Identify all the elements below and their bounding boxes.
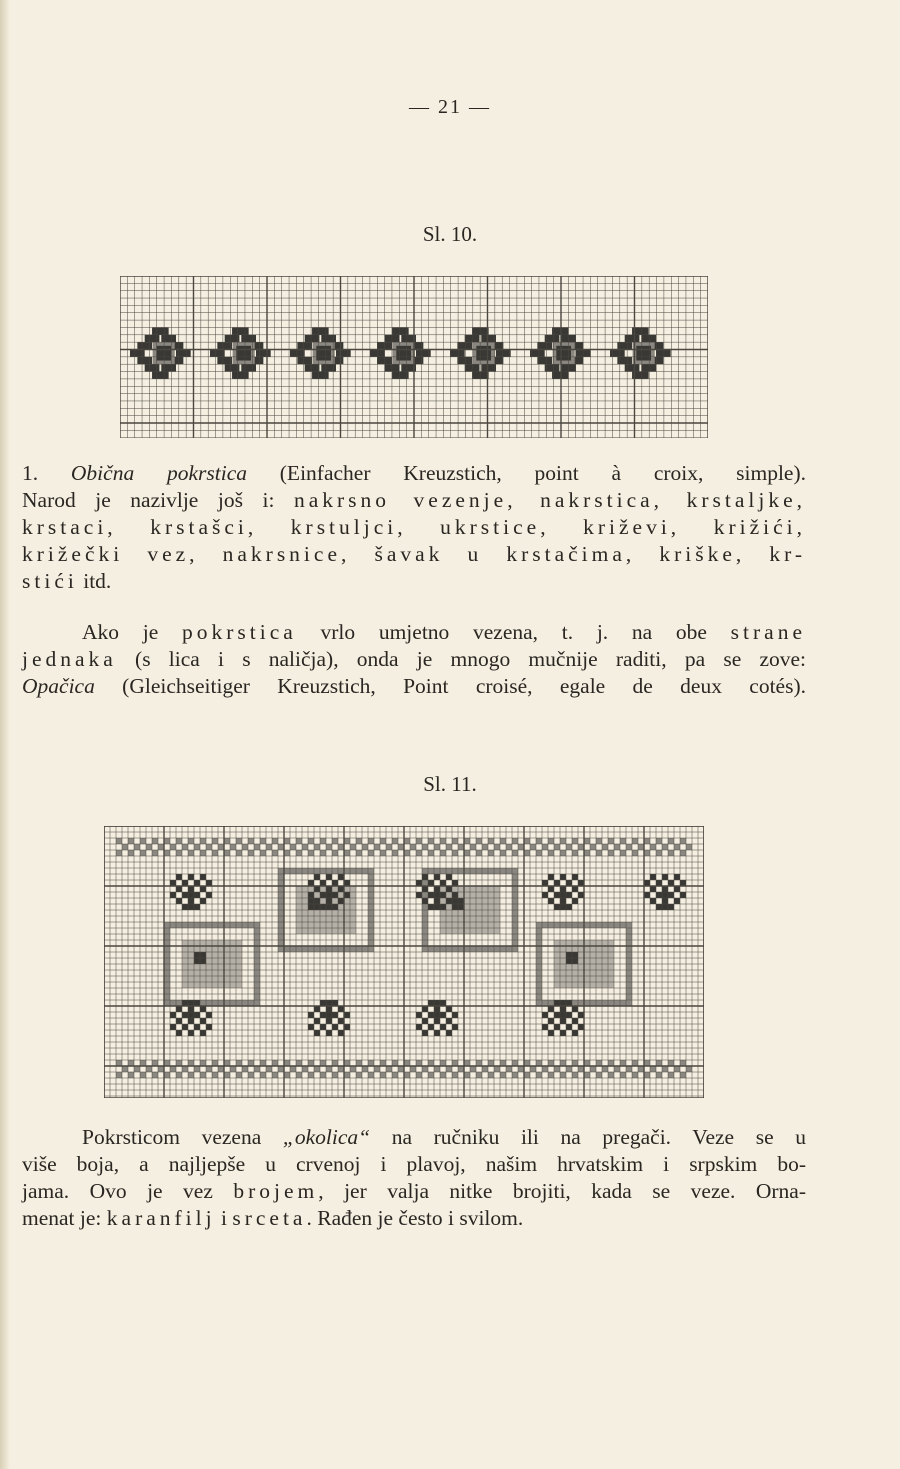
paragraph-3-line-3: jama. Ovo je vez brojem, jer valja nitke brojiti, kada se veze. Orna- <box>22 1179 806 1203</box>
figure-10-label: Sl. 10. <box>422 222 478 246</box>
paragraph-3-line-2: više boja, a najljepše u crvenoj i plavoj, našim hrvatskim i srpskim bo- <box>22 1152 806 1176</box>
stitch-motifs <box>130 327 671 378</box>
paragraph-1-line-4: križečki vez, nakrsnice, šavak u krstačima, kriške, kr- <box>22 542 806 566</box>
paragraph-3-line-1: Pokrsticom vezena „okolica“ na ručniku ili na pregači. Veze se u <box>82 1125 806 1149</box>
page-edge-shadow <box>0 0 10 1469</box>
paragraph-1-line-3: krstaci, krstašci, krstuljci, ukrstice, križevi, križići, <box>22 515 806 539</box>
term-okolica: „okolica“ <box>282 1125 371 1149</box>
paragraph-2-line-1: Ako je pokrstica vrlo umjetno vezena, t. j. na obe strane <box>82 620 806 644</box>
grid-lines <box>104 826 704 1098</box>
term-opacica: Opačica <box>22 674 95 698</box>
page-number: — 21 — <box>409 96 491 118</box>
paragraph-1-line-1: 1. Obična pokrstica (Einfacher Kreuzstich, point à croix, simple). <box>22 461 807 485</box>
paragraph-2-line-2: jednaka (s lica i s naličja), onda je mnogo mučnije raditi, pa se zove: <box>22 647 806 671</box>
paragraph-2-line-3: Opačica (Gleichseitiger Kreuzstich, Point croisé, egale de deux cotés). <box>22 674 806 698</box>
paragraph-1-line-5: stići itd. <box>22 569 112 593</box>
term-obicna-pokrstica: Obična pokrstica <box>70 461 247 485</box>
paragraph-1 <box>22 460 806 595</box>
paragraph-2 <box>22 619 806 700</box>
paragraph-3-line-4: menat je: karanfilj i srceta. Rađen je često i svilom. <box>22 1206 524 1230</box>
figure-11-label: Sl. 11. <box>423 772 477 796</box>
figure-10-cross-stitch-pattern <box>120 276 708 438</box>
paragraph-1-line-2: Narod je nazivlje još i: nakrsno vezenje, nakrstica, krstaljke, <box>22 488 806 512</box>
figure-11-okolica-pattern <box>104 826 704 1098</box>
grid-lines <box>120 276 708 438</box>
paragraph-3 <box>22 1124 806 1232</box>
